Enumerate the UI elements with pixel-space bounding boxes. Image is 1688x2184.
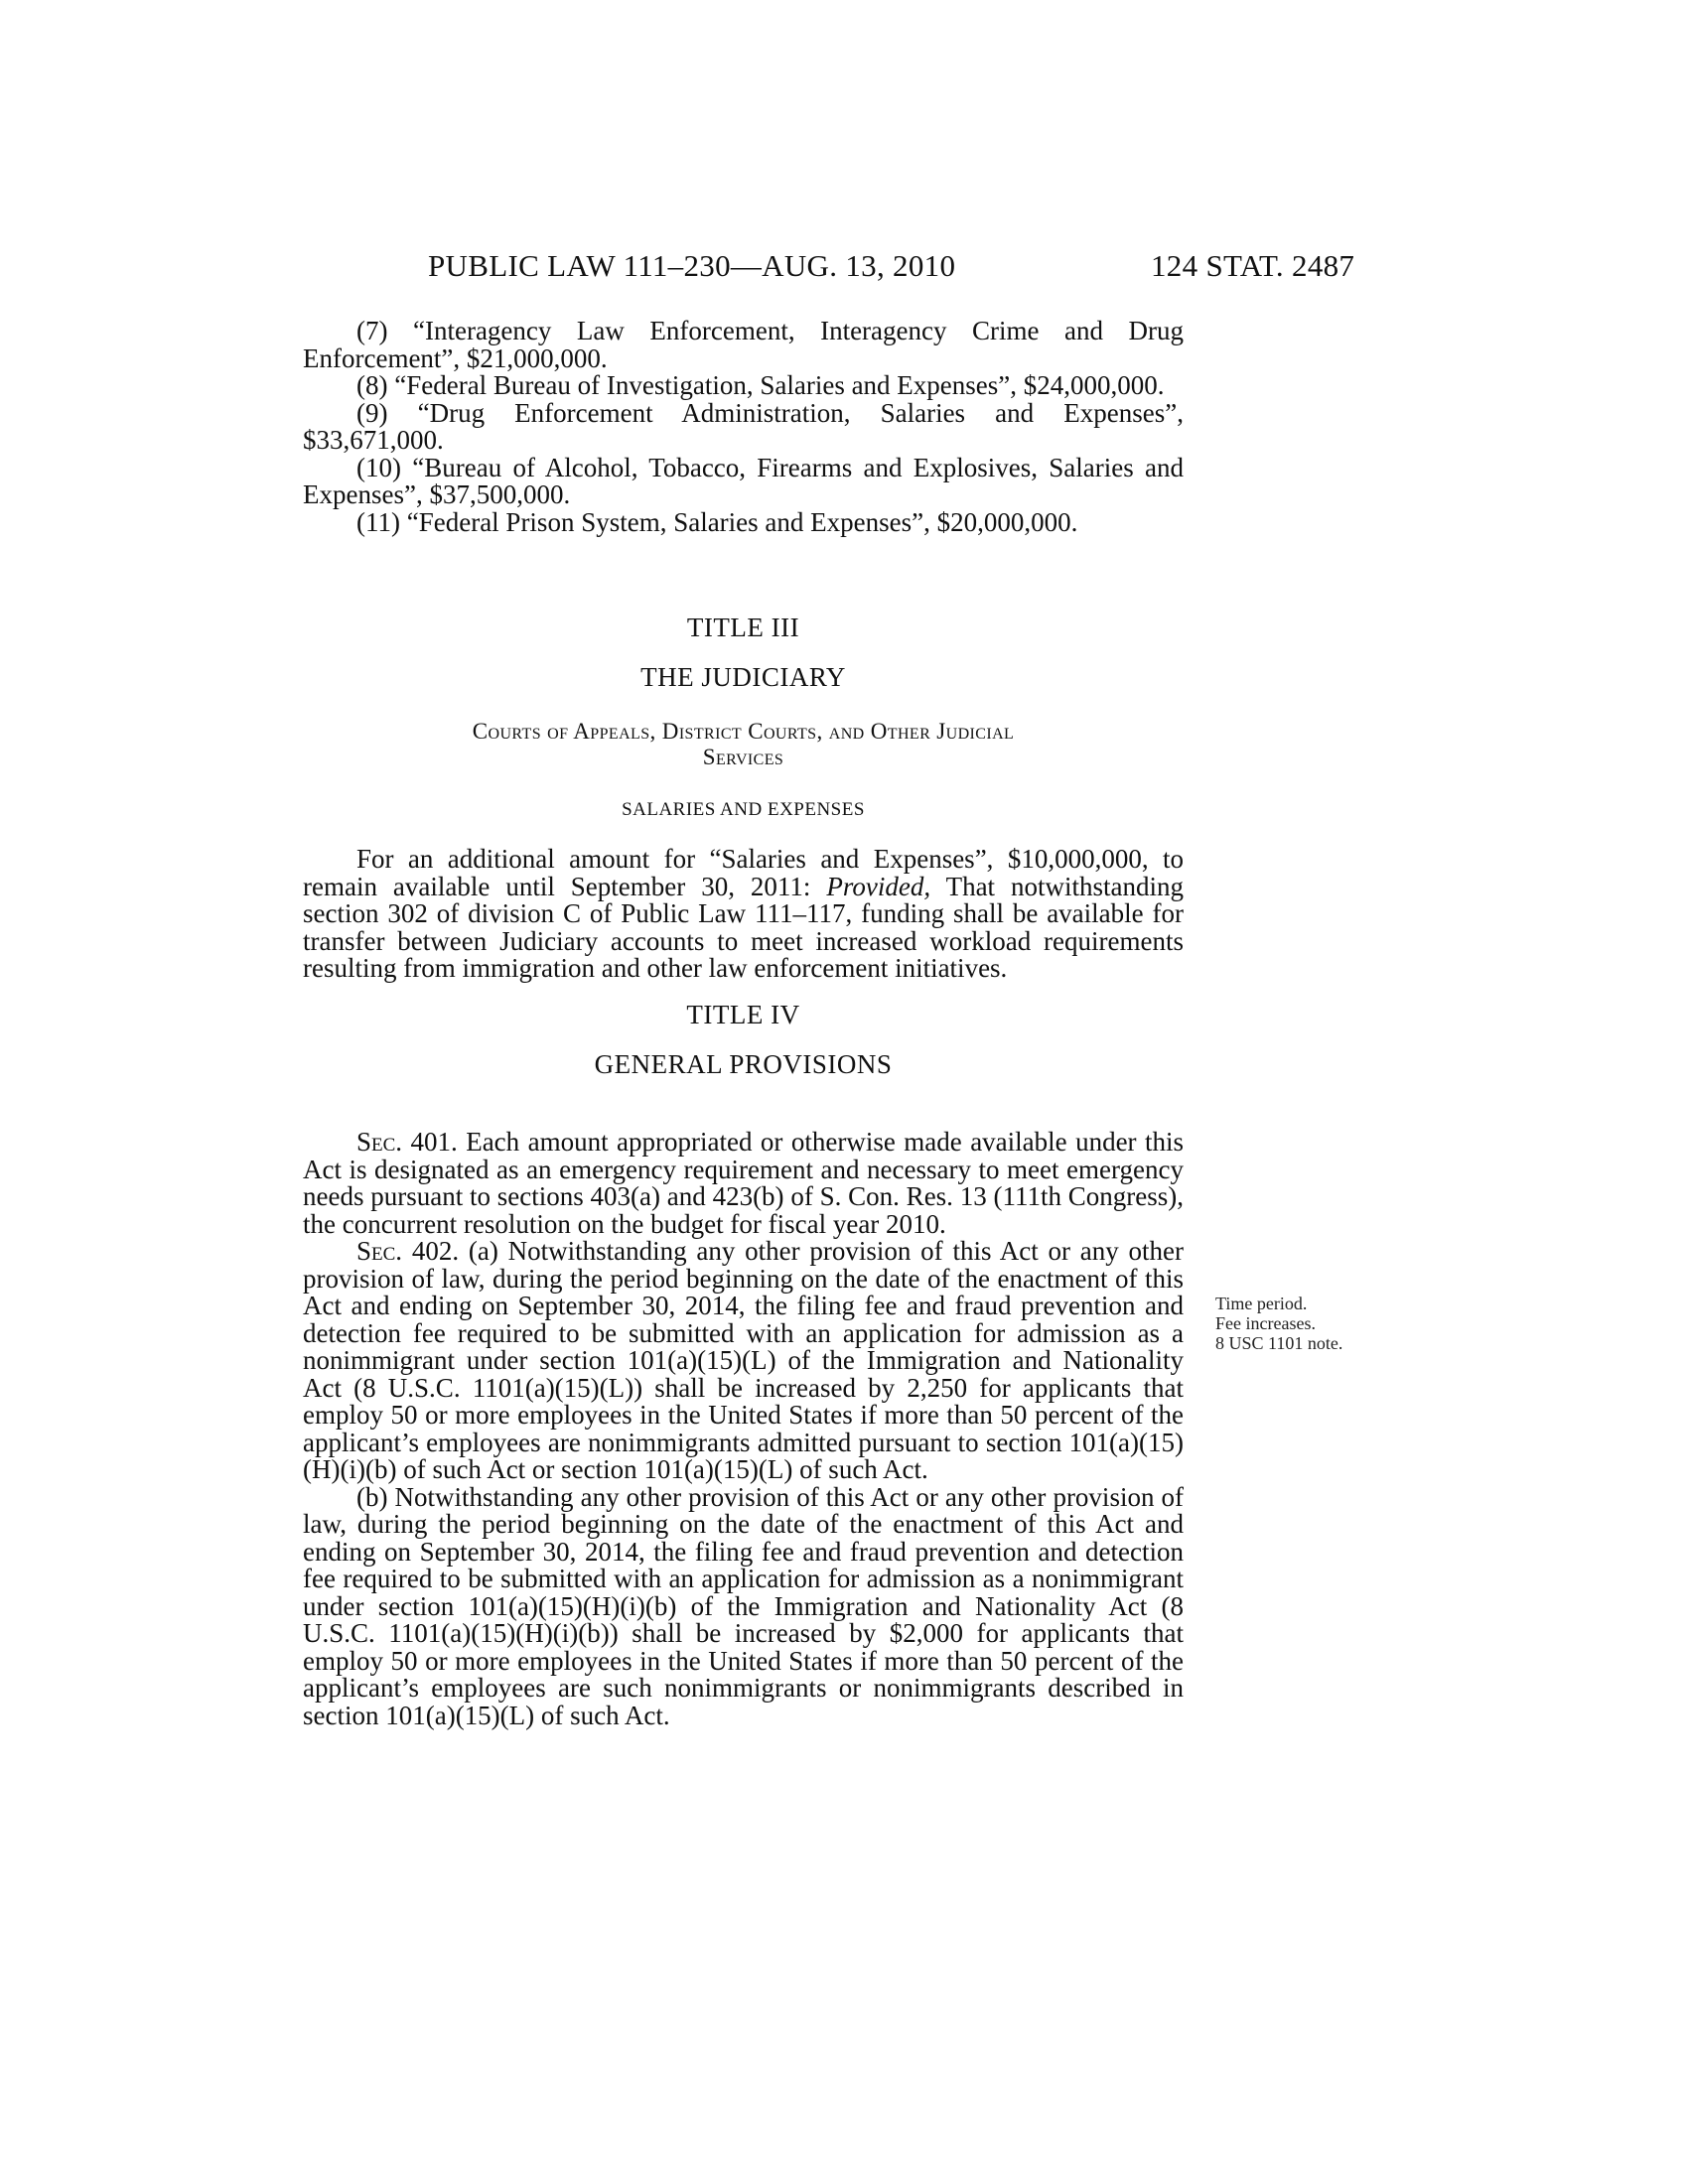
section-401 <box>303 1129 1184 1238</box>
list-item: (9) “Drug Enforcement Administration, Salaries and Expenses”, $33,671,000. <box>303 397 1184 455</box>
general-provisions-heading: GENERAL PROVISIONS <box>594 1049 893 1079</box>
judiciary-paragraph-text <box>303 846 1184 983</box>
courts-heading-line-2: Services <box>702 745 784 769</box>
salaries-expenses-heading: SALARIES AND EXPENSES <box>622 799 865 820</box>
list-item: (8) “Federal Bureau of Investigation, Salaries and Expenses”, $24,000,000. <box>356 370 1165 400</box>
section-402-a-text: (a) Notwithstanding any other provision of this Act or any other provision of law, during the period beginning on the date of the enactment of this Act and ending on September 30, 2014, the filing fee and fraud prevention and detection fee required to be submitted with an application for admission as a nonimmigrant under section 101(a)(15)(L) of the Immigration and Nationality Act (8 U.S.C. 1101(a)(15)(L)) shall be increased by 2,250 for applicants that employ 50 or more employees in the United States if more than 50 percent of the applicant’s employees are nonimmigrants admitted pursuant to section 101(a)(15)(H)(i)(b) of such Act or section 101(a)(15)(L) of such Act. <box>303 1236 1185 1484</box>
list-item: (11) “Federal Prison System, Salaries and Expenses”, $20,000,000. <box>356 506 1078 537</box>
section-401-text: Each amount appropriated or otherwise made available under this Act is designated as an emergency requirement and necessary to meet emergency needs pursuant to sections 403(a) and 423(b) of S. Con. Res. 13 (111th Congress), the concurrent resolution on the budget for fiscal year 2010. <box>303 1127 1185 1239</box>
margin-note-usc-reference: 8 USC 1101 note. <box>1215 1333 1343 1353</box>
judiciary-text-before: For an additional amount for “Salaries and Expenses”, $10,000,000, to remain available until September 30, 2011: <box>303 844 1184 901</box>
margin-note-time-period: Time period. <box>1215 1294 1308 1313</box>
list-item: (10) “Bureau of Alcohol, Tobacco, Firearms and Explosives, Salaries and Expenses”, $37,500,000. <box>303 452 1184 509</box>
section-402-b: (b) Notwithstanding any other provision of this Act or any other provision of law, during the period beginning on the date of the enactment of this Act and ending on September 30, 2014, the filing fee and fraud prevention and detection fee required to be submitted with an application for admission as a nonimmigrant under section 101(a)(15)(H)(i)(b) of the Immigration and Nationality Act (8 U.S.C. 1101(a)(15)(H)(i)(b)) shall be increased by $2,000 for applicants that employ 50 or more employees in the United States if more than 50 percent of the applicant’s employees are such nonimmigrants or nonimmigrants described in section 101(a)(15)(L) of such Act. <box>303 1481 1184 1730</box>
section-402-a <box>303 1238 1184 1484</box>
judiciary-heading: THE JUDICIARY <box>640 662 846 692</box>
list-item: (7) “Interagency Law Enforcement, Interagency Crime and Drug Enforcement”, $21,000,000. <box>303 316 1184 373</box>
judiciary-text-after: That notwithstanding section 302 of division C of Public Law 111–117, funding shall be available for transfer between Judiciary accounts to meet increased workload requirements resulting from immigration and other law enforcement initiatives. <box>303 871 1185 983</box>
section-402-label: Sec. 402. <box>356 1236 460 1266</box>
margin-note-fee-increases: Fee increases. <box>1215 1313 1316 1333</box>
judiciary-paragraph <box>303 846 1184 983</box>
section-401-label: Sec. 401. <box>356 1127 458 1157</box>
running-header-title: PUBLIC LAW 111–230—AUG. 13, 2010 <box>428 248 956 283</box>
running-header-page-number: 124 STAT. 2487 <box>1151 248 1355 283</box>
appropriation-list <box>303 318 1184 536</box>
title-iv-heading: TITLE IV <box>686 1000 800 1029</box>
courts-heading <box>303 719 1184 770</box>
title-iii-heading: TITLE III <box>686 613 800 642</box>
general-provisions-body <box>303 1129 1184 1729</box>
margin-notes <box>1215 1294 1342 1353</box>
proviso-italic: Provided, <box>826 871 931 901</box>
courts-heading-line-1: Courts of Appeals, District Courts, and Other Judicial <box>472 719 1015 744</box>
